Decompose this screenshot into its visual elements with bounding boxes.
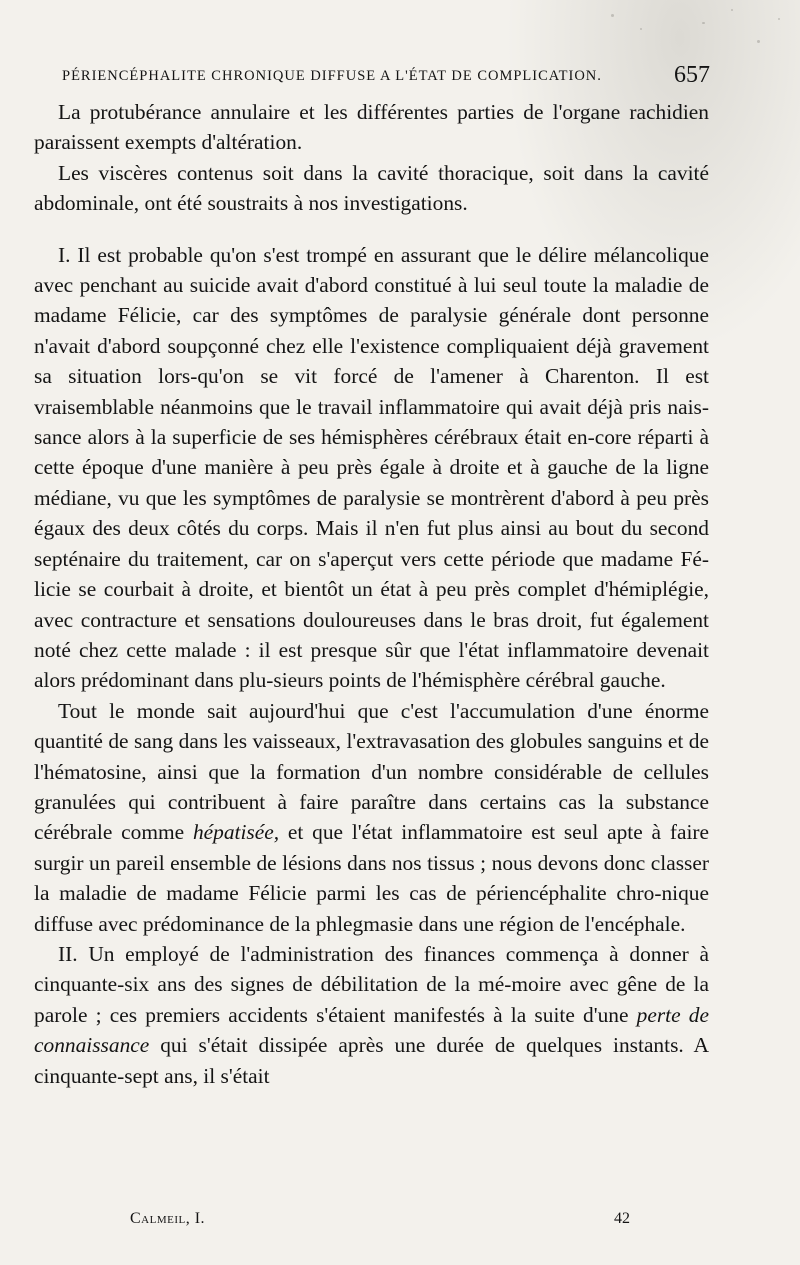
page-number: 657	[674, 62, 710, 88]
paragraph-protuberance: La protubérance annulaire et les différentes parties de l'organe rachidien paraissent exempts d'altération.	[34, 100, 709, 155]
ink-speck	[611, 14, 614, 17]
paragraph-observation-ii	[34, 939, 709, 1091]
paragraph-visceres: Les viscères contenus soit dans la cavité thoracique, soit dans la cavité abdominale, ont été soustraits à nos investigations.	[34, 160, 709, 216]
sheet-number: 42	[614, 1210, 630, 1227]
paragraph-hepatisee-text-before: Tout le monde sait aujourd'hui que c'est l'accumulation d'une énorme quantité de sang dans les vaisseaux, l'extravasation des globules sanguins et de l'hématosine, ainsi que la formation d'un nombre considérable de cellules granulées qui contribuent à faire paraître dans certains cas la substance cérébrale comme	[34, 698, 709, 845]
ink-speck	[640, 28, 642, 30]
page-footer	[130, 1210, 630, 1236]
paragraph-hepatisee-text-after: et que l'état inflammatoire est seul apte à faire surgir un pareil ensemble de lésions dans nos tissus ; nous devons donc classer la maladie de madame Félicie parmi les cas de périencéphalite chro-nique diffuse avec prédominance de la phlegmasie dans une région de l'encéphale.	[34, 820, 710, 936]
italic-term-perte-de-connaissance: perte de connaissance	[34, 1002, 709, 1058]
ink-speck	[702, 22, 705, 24]
paragraph-hepatisee	[34, 696, 709, 939]
ink-speck	[778, 18, 780, 20]
signature-mark: Calmeil, I.	[130, 1210, 206, 1227]
running-head	[62, 62, 710, 92]
running-head-title: PÉRIENCÉPHALITE CHRONIQUE DIFFUSE A L'ÉTAT DE COMPLICATION.	[62, 68, 602, 84]
paragraph-observation-ii-text-after: qui s'était dissipée après une durée de quelques instants. A cinquante-sept ans, il s'était	[34, 1033, 709, 1088]
italic-term-hepatisee: hépatisée,	[192, 820, 280, 845]
body-text	[34, 97, 709, 1091]
paragraph-observation-ii-text-before: II. Un employé de l'administration des finances commença à donner à cinquante-six ans des signes de débilitation de la mé-moire avec gêne de la parole ; ces premiers accidents s'étaient manifestés à la suite d'une	[34, 941, 709, 1027]
paragraph-observation-i: I. Il est probable qu'on s'est trompé en assurant que le délire mélancolique avec penchant au suicide avait d'abord constitué à lui seul toute la maladie de madame Félicie, car des symptômes de paralysie générale dont personne n'avait d'abord soupçonné chez elle l'existence compliquaient déjà gravement sa situation lors-qu'on se vit forcé de l'amener à Charenton. Il est vraisemblable néanmoins que le travail inflammatoire qui avait déjà pris nais-sance alors à la superficie de ses hémisphères cérébraux était en-core réparti à cette époque d'une manière à peu près égale à droite et à gauche de la ligne médiane, vu que les symptômes de paralysie se montrèrent d'abord à peu près égaux des deux côtés du corps. Mais il n'en fut plus ainsi au bout du second septénaire du traitement, car on s'aperçut vers cette période que madame Fé-licie se courbait à droite, et bientôt un état à peu près complet d'hémiplégie, avec contracture et sensations douloureuses dans le bras droit, fut également noté chez cette malade : il est presque sûr que l'état inflammatoire devenait alors prédominant dans plu-sieurs points de l'hémisphère cérébral gauche.	[34, 242, 709, 693]
ink-speck	[757, 40, 760, 43]
ink-speck	[731, 9, 733, 11]
